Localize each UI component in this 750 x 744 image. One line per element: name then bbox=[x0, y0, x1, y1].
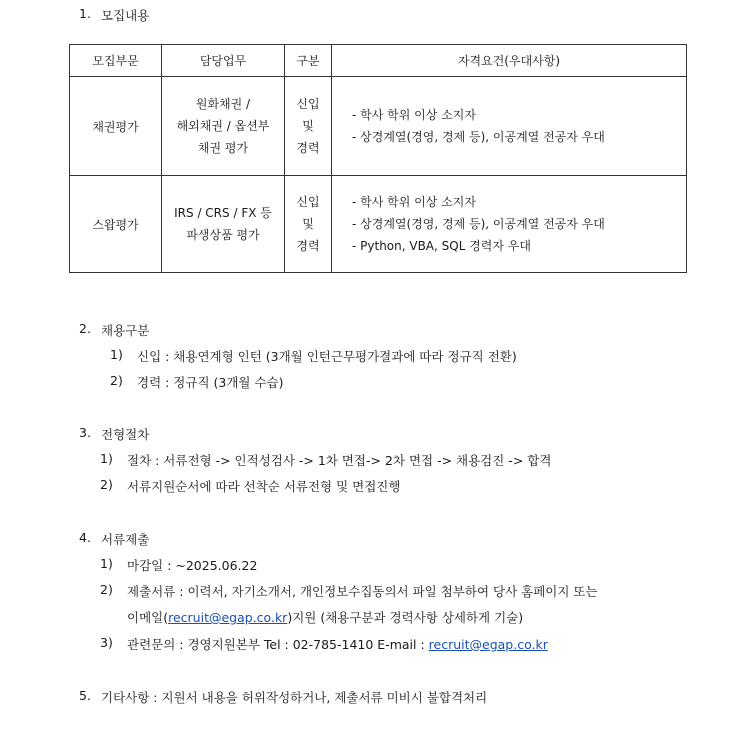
hiring-type-2-text: 경력 : 정규직 (3개월 수습) bbox=[137, 375, 284, 390]
type-line: 경력 bbox=[296, 141, 320, 155]
deadline-text: 마감일 : ~2025.06.22 bbox=[127, 558, 258, 573]
process-2-text: 서류지원순서에 따라 선착순 서류전형 및 면접진행 bbox=[127, 479, 401, 494]
contact-email-link[interactable]: recruit@egap.co.kr bbox=[428, 637, 548, 652]
duty-line: 원화채권 / bbox=[195, 97, 251, 111]
header-type: 구분 bbox=[285, 45, 332, 77]
recruitment-table bbox=[69, 44, 687, 273]
row-division: 채권평가 bbox=[70, 77, 162, 176]
contact-prefix: 관련문의 : 경영지원본부 Tel : 02-785-1410 E-mail : bbox=[127, 637, 429, 652]
type-line: 신입 bbox=[296, 195, 320, 209]
row-qualifications bbox=[332, 77, 687, 176]
section-1-title: 모집내용 bbox=[101, 8, 150, 23]
hiring-type-2-number: 2) bbox=[110, 373, 123, 388]
process-1-text: 절차 : 서류전형 -> 인적성검사 -> 1차 면접-> 2차 면접 -> 채용검진 -> 합격 bbox=[127, 453, 552, 468]
table-row bbox=[70, 176, 687, 273]
table-row bbox=[70, 77, 687, 176]
hiring-type-1-number: 1) bbox=[110, 347, 123, 362]
section-3-number: 3. bbox=[79, 425, 91, 440]
row-division: 스왑평가 bbox=[70, 176, 162, 273]
row-duties bbox=[162, 176, 285, 273]
qual-line: - Python, VBA, SQL 경력자 우대 bbox=[352, 239, 531, 253]
type-line: 경력 bbox=[296, 239, 320, 253]
section-4-number: 4. bbox=[79, 530, 91, 545]
qual-line: - 상경계열(경영, 경제 등), 이공계열 전공자 우대 bbox=[352, 130, 605, 144]
section-4-title: 서류제출 bbox=[101, 532, 150, 547]
type-line: 신입 bbox=[296, 97, 320, 111]
section-2-title: 채용구분 bbox=[101, 323, 150, 338]
duty-line: IRS / CRS / FX 등 bbox=[174, 206, 272, 220]
section-1-number: 1. bbox=[79, 6, 91, 21]
submission-prefix: 이메일( bbox=[127, 610, 169, 625]
qual-line: - 학사 학위 이상 소지자 bbox=[352, 108, 476, 122]
table-header-row bbox=[70, 45, 687, 77]
submission-line-2 bbox=[127, 608, 523, 626]
deadline-number: 1) bbox=[100, 556, 113, 571]
row-duties bbox=[162, 77, 285, 176]
process-1-number: 1) bbox=[100, 451, 113, 466]
submission-line-1: 제출서류 : 이력서, 자기소개서, 개인정보수집동의서 파일 첨부하여 당사 홈페이지 또는 bbox=[127, 584, 598, 599]
contact-number: 3) bbox=[100, 635, 113, 650]
section-2-number: 2. bbox=[79, 321, 91, 336]
submission-suffix: )지원 (채용구분과 경력사항 상세하게 기술) bbox=[287, 610, 524, 625]
row-qualifications bbox=[332, 176, 687, 273]
header-qualifications: 자격요건(우대사항) bbox=[332, 45, 687, 77]
section-5-title: 기타사항 : 지원서 내용을 허위작성하거나, 제출서류 미비시 불합격처리 bbox=[101, 690, 488, 705]
qual-line: - 상경계열(경영, 경제 등), 이공계열 전공자 우대 bbox=[352, 217, 605, 231]
qual-line: - 학사 학위 이상 소지자 bbox=[352, 195, 476, 209]
submission-email-link[interactable]: recruit@egap.co.kr bbox=[168, 610, 288, 625]
contact-line bbox=[127, 635, 548, 653]
row-type bbox=[285, 77, 332, 176]
section-3-title: 전형절차 bbox=[101, 427, 150, 442]
duty-line: 채권 평가 bbox=[197, 141, 249, 155]
type-line: 및 bbox=[302, 217, 314, 231]
duty-line: 해외채권 / 옵션부 bbox=[176, 119, 270, 133]
section-5-number: 5. bbox=[79, 688, 91, 703]
row-type bbox=[285, 176, 332, 273]
duty-line: 파생상품 평가 bbox=[186, 228, 260, 242]
header-duties: 담당업무 bbox=[162, 45, 285, 77]
type-line: 및 bbox=[302, 119, 314, 133]
process-2-number: 2) bbox=[100, 477, 113, 492]
header-division: 모집부문 bbox=[70, 45, 162, 77]
submission-number: 2) bbox=[100, 582, 113, 597]
hiring-type-1-text: 신입 : 채용연계형 인턴 (3개월 인턴근무평가결과에 따라 정규직 전환) bbox=[137, 349, 517, 364]
